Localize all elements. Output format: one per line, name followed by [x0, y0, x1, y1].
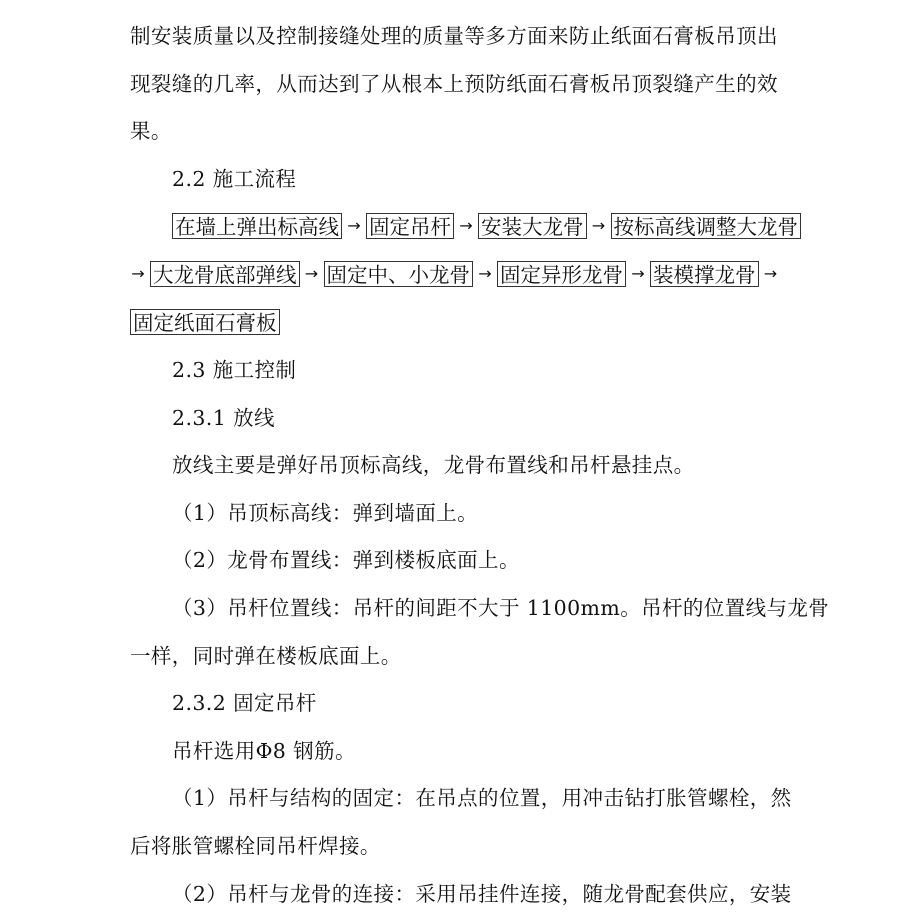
flow-step-9: 固定纸面石膏板 [130, 309, 280, 335]
section-heading-2-2: 2.2 施工流程 [172, 167, 297, 191]
flow-row-2 [126, 261, 783, 287]
section-heading-2-3: 2.3 施工控制 [172, 358, 297, 382]
section-heading-2-3-2: 2.3.2 固定吊杆 [172, 691, 317, 715]
paragraph-intro-line-1: 制安装质量以及控制接缝处理的质量等多方面来防止纸面石膏板吊顶出 [130, 24, 778, 48]
flow-step-1: 在墙上弹出标高线 [172, 213, 342, 239]
flow-step-6: 固定中、小龙骨 [324, 261, 474, 287]
list-item-fangxian-3-line-1: （3）吊杆位置线：吊杆的间距不大于 1100mm。吊杆的位置线与龙骨 [172, 596, 830, 620]
flow-arrow-icon: → [763, 264, 778, 283]
flow-step-5: 大龙骨底部弹线 [150, 261, 300, 287]
flow-step-4: 按标高线调整大龙骨 [611, 213, 802, 239]
list-item-diaogan-1-line-2: 后将胀管螺栓同吊杆焊接。 [130, 834, 381, 858]
paragraph-fangxian-intro: 放线主要是弹好吊顶标高线，龙骨布置线和吊杆悬挂点。 [172, 453, 695, 477]
paragraph-intro-line-2: 现裂缝的几率，从而达到了从根本上预防纸面石膏板吊顶裂缝产生的效 [130, 72, 778, 96]
flow-arrow-icon: → [304, 264, 319, 283]
list-item-fangxian-3-line-2: 一样，同时弹在楼板底面上。 [130, 644, 402, 668]
list-item-diaogan-2-line-1: （2）吊杆与龙骨的连接：采用吊挂件连接，随龙骨配套供应，安装 [172, 882, 792, 906]
flow-arrow-icon: → [478, 264, 492, 283]
flow-step-7: 固定异形龙骨 [497, 261, 626, 287]
flow-arrow-icon: → [631, 264, 645, 283]
flow-arrow-icon: → [131, 264, 145, 283]
flow-arrow-icon: → [459, 216, 473, 235]
flow-row-3 [130, 309, 280, 335]
list-item-fangxian-1: （1）吊顶标高线：弹到墙面上。 [172, 501, 479, 525]
paragraph-intro-line-3: 果。 [130, 119, 172, 143]
paragraph-diaogan-intro: 吊杆选用Φ8 钢筋。 [172, 739, 356, 763]
flow-arrow-icon: → [347, 216, 361, 235]
section-heading-2-3-1: 2.3.1 放线 [172, 406, 275, 430]
list-item-fangxian-2: （2）龙骨布置线：弹到楼板底面上。 [172, 548, 520, 572]
flow-step-8: 装模撑龙骨 [650, 261, 759, 287]
flow-step-3: 安装大龙骨 [478, 213, 587, 239]
flow-step-2: 固定吊杆 [366, 213, 454, 239]
list-item-diaogan-1-line-1: （1）吊杆与结构的固定：在吊点的位置，用冲击钻打胀管螺栓，然 [172, 786, 792, 810]
flow-row-1 [172, 213, 801, 239]
flow-arrow-icon: → [591, 216, 606, 235]
